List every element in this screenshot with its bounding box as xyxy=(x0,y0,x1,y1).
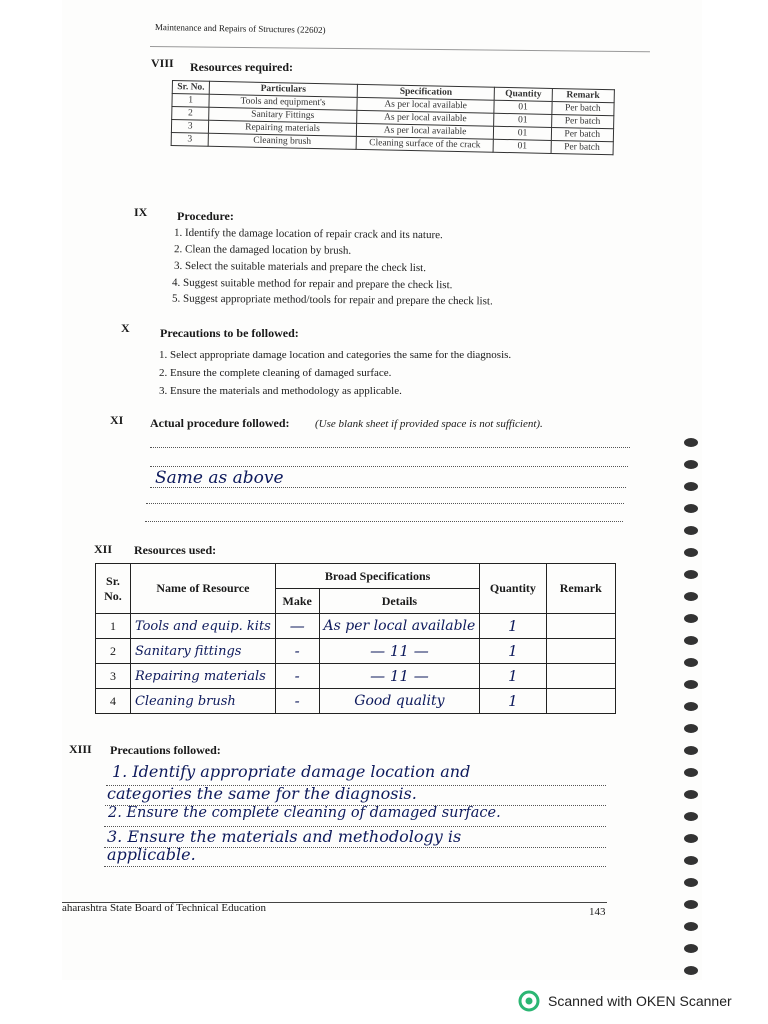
scanner-watermark xyxy=(518,990,732,1012)
table-row xyxy=(96,614,616,639)
procedure-item: 5. Suggest appropriate method/tools for repair and prepare the check list. xyxy=(171,292,493,308)
table-cell: Cleaning brush xyxy=(130,689,275,714)
table-cell: Sanitary Fittings xyxy=(209,107,357,123)
writing-line xyxy=(145,521,623,522)
binding-ring xyxy=(684,746,698,755)
binding-ring xyxy=(684,944,698,953)
table-cell: 1 xyxy=(480,689,546,714)
handwritten-line: 1. Identify appropriate damage location and xyxy=(112,762,471,781)
table-cell: — 11 — xyxy=(319,639,480,664)
column-header: Details xyxy=(319,589,480,614)
running-head: Maintenance and Repairs of Structures (22602) xyxy=(154,22,326,35)
section-note-xi: (Use blank sheet if provided space is not sufficient). xyxy=(315,418,543,430)
table-cell: 01 xyxy=(494,100,552,114)
table-cell: 3 xyxy=(171,120,208,134)
handwritten-line: categories the same for the diagnosis. xyxy=(107,784,417,803)
procedure-item: 3. Select the suitable materials and prepare the check list. xyxy=(173,259,427,275)
procedure-item: 2. Clean the damaged location by brush. xyxy=(173,243,352,257)
table-row xyxy=(96,689,616,714)
binding-ring xyxy=(684,878,698,887)
column-header: Remark xyxy=(552,88,615,102)
column-header: Sr. No. xyxy=(172,81,209,95)
table-cell xyxy=(546,689,615,714)
table-row xyxy=(96,639,616,664)
column-header: Particulars xyxy=(209,81,357,97)
binding-ring xyxy=(684,460,698,469)
table-cell: Cleaning surface of the crack xyxy=(356,136,494,152)
section-title-viii: Resources required: xyxy=(190,60,293,74)
section-title-x: Precautions to be followed: xyxy=(160,326,299,340)
table-cell: 2 xyxy=(172,107,209,121)
table-cell: Per batch xyxy=(551,140,614,154)
binding-ring xyxy=(684,856,698,865)
binding-ring xyxy=(684,812,698,821)
section-title-xi: Actual procedure followed: xyxy=(150,416,290,430)
table-cell: 4 xyxy=(96,689,131,714)
section-number-ix: IX xyxy=(134,205,148,219)
binding-ring xyxy=(684,592,698,601)
scanner-label: Scanned with OKEN Scanner xyxy=(548,993,732,1009)
handwritten-line: applicable. xyxy=(107,845,196,864)
table-cell: As per local available xyxy=(356,123,494,139)
writing-line xyxy=(146,503,624,504)
table-cell: — xyxy=(275,614,319,639)
binding-ring xyxy=(684,636,698,645)
binding-ring xyxy=(684,702,698,711)
table-cell: 3 xyxy=(96,664,131,689)
binding-ring xyxy=(684,658,698,667)
table-cell: As per local available xyxy=(357,97,495,113)
table-cell: Good quality xyxy=(319,689,480,714)
precaution-item: 2. Ensure the complete cleaning of damaged surface. xyxy=(159,367,392,379)
binding-ring xyxy=(684,966,698,975)
section-number-xiii: XIII xyxy=(69,742,92,756)
table-cell xyxy=(546,614,615,639)
table-header-row xyxy=(96,564,616,589)
binding-ring xyxy=(684,768,698,777)
table-cell: 3 xyxy=(171,132,208,146)
binding-ring xyxy=(684,922,698,931)
table-cell: 1 xyxy=(480,639,546,664)
binding-ring xyxy=(684,900,698,909)
table-cell: - xyxy=(275,639,319,664)
binding-ring xyxy=(684,570,698,579)
binding-ring xyxy=(684,438,698,447)
table-cell: Repairing materials xyxy=(130,664,275,689)
table-row xyxy=(96,664,616,689)
resources-required-table xyxy=(171,80,615,155)
writing-line xyxy=(104,866,606,867)
table-cell: Per batch xyxy=(552,101,615,115)
precaution-item: 1. Select appropriate damage location and categories the same for the diagnosis. xyxy=(159,349,512,361)
table-cell: Repairing materials xyxy=(209,120,357,136)
binding-ring xyxy=(684,724,698,733)
column-header: Make xyxy=(275,589,319,614)
section-title-ix: Procedure: xyxy=(177,209,234,223)
column-header: Quantity xyxy=(480,564,546,614)
section-number-x: X xyxy=(121,321,130,335)
binding-ring xyxy=(684,680,698,689)
table-cell: 1 xyxy=(96,614,131,639)
table-cell: Sanitary fittings xyxy=(130,639,275,664)
table-cell: 2 xyxy=(96,639,131,664)
writing-line xyxy=(150,466,628,467)
table-cell xyxy=(546,639,615,664)
table-cell: 1 xyxy=(480,614,546,639)
binding-ring xyxy=(684,504,698,513)
section-number-xii: XII xyxy=(94,542,113,556)
table-cell: Cleaning brush xyxy=(208,133,356,149)
column-header: Broad Specifications xyxy=(275,564,479,589)
section-title-xii: Resources used: xyxy=(134,543,217,557)
column-header: Quantity xyxy=(495,87,553,101)
section-number-viii: VIII xyxy=(151,56,174,70)
oken-logo-icon xyxy=(518,990,540,1012)
writing-line xyxy=(150,447,630,448)
handwritten-line: 3. Ensure the materials and methodology is xyxy=(107,827,462,846)
binding-ring xyxy=(684,790,698,799)
table-cell: Tools and equip. kits xyxy=(130,614,275,639)
table-cell: - xyxy=(275,689,319,714)
table-cell: As per local available xyxy=(356,110,494,126)
table-cell xyxy=(546,664,615,689)
table-cell: 1 xyxy=(480,664,546,689)
binding-ring xyxy=(684,526,698,535)
procedure-item: 1. Identify the damage location of repair crack and its nature. xyxy=(173,226,443,242)
table-cell: — 11 — xyxy=(319,664,480,689)
footer-board: aharashtra State Board of Technical Education xyxy=(62,902,266,914)
handwritten-line: 2. Ensure the complete cleaning of damaged surface. xyxy=(108,805,501,821)
column-header: Remark xyxy=(546,564,615,614)
procedure-item: 4. Suggest suitable method for repair and prepare the check list. xyxy=(171,276,453,292)
handwritten-answer: Same as above xyxy=(155,468,284,488)
table-cell: 01 xyxy=(493,139,551,153)
column-header: Name of Resource xyxy=(130,564,275,614)
section-title-xiii: Precautions followed: xyxy=(110,743,221,757)
resources-used-table xyxy=(95,563,616,714)
binding-ring xyxy=(684,834,698,843)
page-number: 143 xyxy=(589,906,606,918)
binding-ring xyxy=(684,482,698,491)
writing-line xyxy=(150,487,626,488)
table-cell: 01 xyxy=(494,113,552,127)
binding-ring xyxy=(684,548,698,557)
table-cell: 1 xyxy=(172,94,209,108)
section-number-xi: XI xyxy=(110,413,124,427)
precaution-item: 3. Ensure the materials and methodology as applicable. xyxy=(159,385,402,397)
table-cell: - xyxy=(275,664,319,689)
column-header: Sr. No. xyxy=(96,564,131,614)
binding-ring xyxy=(684,614,698,623)
column-header: Specification xyxy=(357,84,495,100)
table-cell: As per local available xyxy=(319,614,480,639)
table-cell: Per batch xyxy=(551,127,614,141)
table-cell: Tools and equipment's xyxy=(209,94,357,110)
table-cell: 01 xyxy=(494,126,552,140)
table-cell: Per batch xyxy=(551,114,614,128)
